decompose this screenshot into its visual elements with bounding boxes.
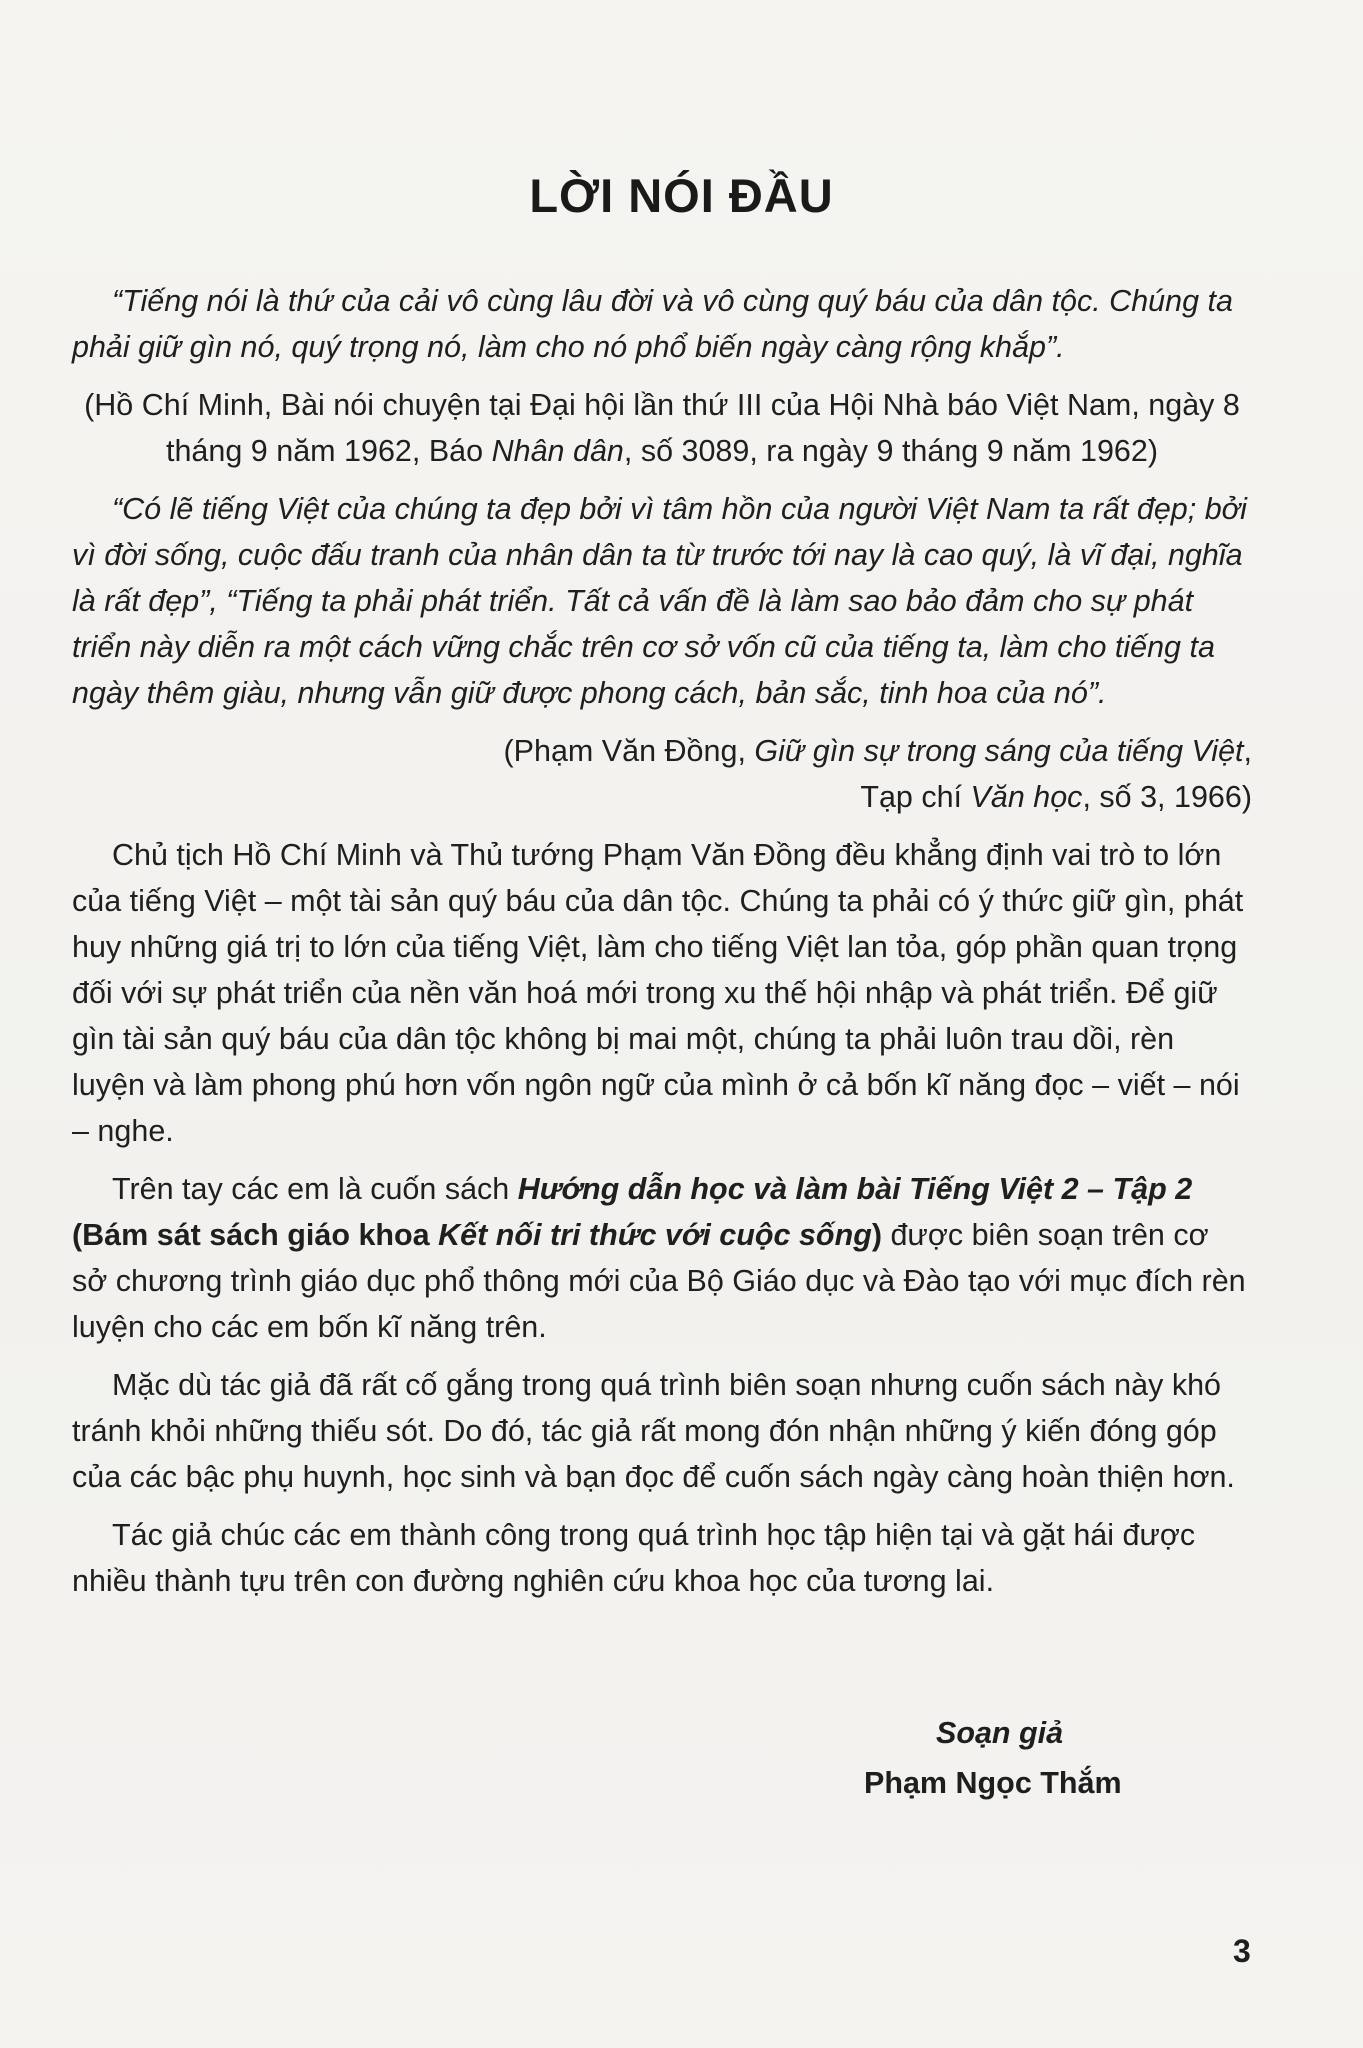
- signature-name: Phạm Ngọc Thắm: [864, 1766, 1122, 1800]
- citation-2-line-1-italic: Giữ gìn sự trong sáng của tiếng Việt: [754, 734, 1244, 768]
- citation-2-line-2-pre: Tạp chí: [860, 780, 971, 814]
- page-number: 3: [1233, 1933, 1251, 1969]
- paragraph-feedback: Mặc dù tác giả đã rất cố gắng trong quá trình biên soạn nhưng cuốn sách này khó tránh khỏi những thiếu sót. Do đó, tác giả rất mong đón nhận những ý kiến đóng góp của các bậc phụ huynh, học sinh và bạn đọc để cuốn sách ngày càng hoàn thiện hơn.: [72, 1368, 1235, 1494]
- citation-pham-van-dong-line-2: [72, 774, 1252, 820]
- book-title: Hướng dẫn học và làm bài Tiếng Việt 2 – Tập 2: [517, 1172, 1193, 1206]
- paragraph-2-pre: Trên tay các em là cuốn sách: [112, 1172, 518, 1206]
- citation-pham-van-dong-line-1: [72, 728, 1252, 774]
- citation-ho-chi-minh: [72, 382, 1252, 474]
- citation-2-line-1-pre: (Phạm Văn Đồng,: [503, 734, 755, 768]
- textbook-series: Kết nối tri thức với cuộc sống: [438, 1218, 872, 1252]
- citation-1-post: , số 3089, ra ngày 9 tháng 9 năm 1962): [623, 434, 1158, 468]
- body-text: [72, 278, 1252, 1616]
- citation-2-line-2-italic: Văn học: [970, 780, 1083, 814]
- citation-1-pre: (Hồ Chí Minh, Bài nói chuyện tại Đại hội lần thứ III của Hội Nhà báo Việt Nam, ngày 8 tháng 9 năm 1962, Báo: [84, 388, 1240, 468]
- paragraph-importance: Chủ tịch Hồ Chí Minh và Thủ tướng Phạm Văn Đồng đều khẳng định vai trò to lớn của tiếng Việt – một tài sản quý báu của dân tộc. Chúng ta phải có ý thức giữ gìn, phát huy những giá trị to lớn của tiếng Việt, làm cho tiếng Việt lan tỏa, góp phần quan trọng đối với sự phát triển của nền văn hoá mới trong xu thế hội nhập và phát triển. Để giữ gìn tài sản quý báu của dân tộc không bị mai một, chúng ta phải luôn trau dồi, rèn luyện và làm phong phú hơn vốn ngôn ngữ của mình ở cả bốn kĩ năng đọc – viết – nói – nghe.: [72, 838, 1244, 1148]
- paragraph-wishes: Tác giả chúc các em thành công trong quá trình học tập hiện tại và gặt hái được nhiều thành tựu trên con đường nghiên cứu khoa học của tương lai.: [72, 1518, 1196, 1598]
- book-subtitle-close: ): [871, 1218, 882, 1252]
- signature-role: Soạn giả: [936, 1716, 1064, 1750]
- paragraph-2-post: được biên soạn trên cơ sở chương trình giáo dục phổ thông mới của Bộ Giáo dục và Đào tạo với mục đích rèn luyện cho các em bốn kĩ năng trên.: [72, 1218, 1246, 1344]
- book-subtitle-open: (Bám sát sách giáo khoa: [72, 1218, 439, 1252]
- citation-1-italic: Nhân dân: [491, 434, 624, 468]
- page-title: LỜI NÓI ĐẦU: [529, 169, 834, 222]
- citation-2-line-2-post: , số 3, 1966): [1082, 780, 1252, 814]
- paragraph-book-intro: [72, 1166, 1252, 1350]
- quote-ho-chi-minh: “Tiếng nói là thứ của cải vô cùng lâu đời và vô cùng quý báu của dân tộc. Chúng ta phải giữ gìn nó, quý trọng nó, làm cho nó phổ biến ngày càng rộng khắp”.: [72, 284, 1233, 364]
- quote-pham-van-dong: “Có lẽ tiếng Việt của chúng ta đẹp bởi vì tâm hồn của người Việt Nam ta rất đẹp; bởi vì đời sống, cuộc đấu tranh của nhân dân ta từ trước tới nay là cao quý, là vĩ đại, nghĩa là rất đẹp”, “Tiếng ta phải phát triển. Tất cả vấn đề là làm sao bảo đảm cho sự phát triển này diễn ra một cách vững chắc trên cơ sở vốn cũ của tiếng ta, làm cho tiếng ta ngày thêm giàu, nhưng vẫn giữ được phong cách, bản sắc, tinh hoa của nó”.: [72, 492, 1247, 710]
- citation-2-line-1-post: ,: [1243, 734, 1252, 768]
